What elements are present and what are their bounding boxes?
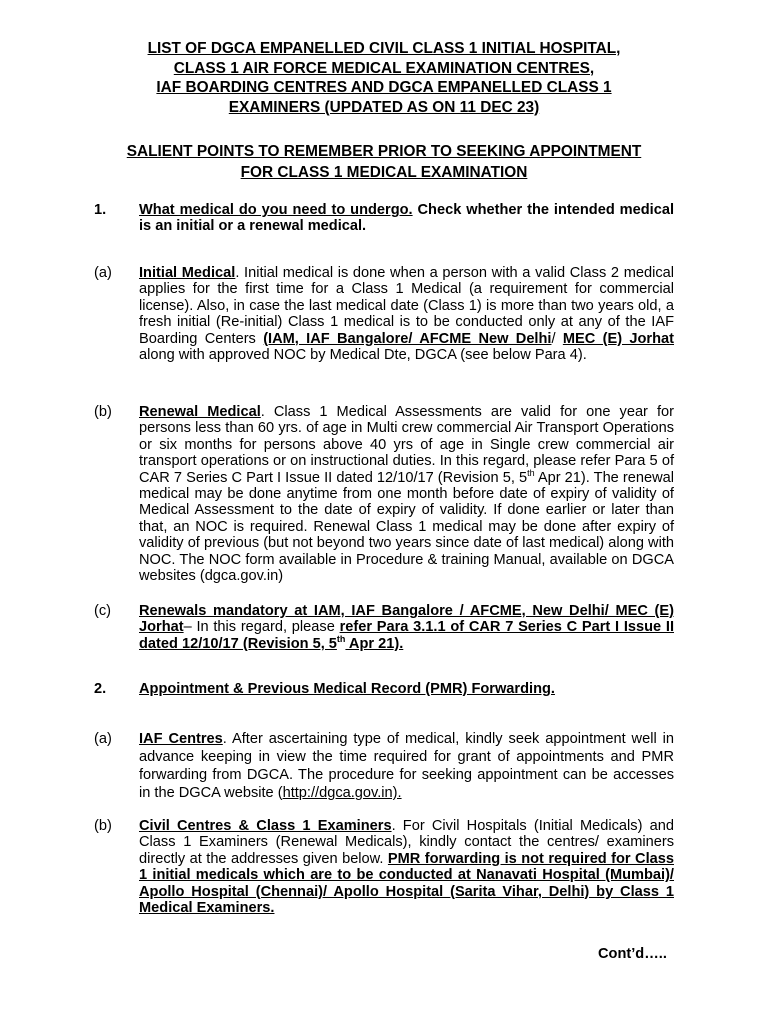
item-text: Apr 21). The renewal medical may be done anytime from one month before date of expiry of validity of Medical Assessment to the date of expiry of validity. If done earlier or later than that, an NOC is required. Renewal Class 1 medical may be done after expiry of validity of previous (but not beyond two years since date of last medical) along with NOC. The NOC form available in Procedure & training Manual, available on DGCA websites (dgca.gov.in) [139, 469, 674, 585]
item-heading: IAF Centres [139, 731, 223, 747]
item-label: (b) [94, 404, 112, 420]
dgca-website-link[interactable]: http://dgca.gov.in). [282, 785, 402, 801]
item-heading: Renewals mandatory at IAM, IAF Bangalore / AFCME, New Delhi/ MEC (E) Jorhat [139, 603, 674, 636]
item-text: along with approved NOC by Medical Dte, DGCA (see below Para 4). [139, 347, 587, 364]
item-emphasis: MEC (E) Jorhat [562, 330, 675, 347]
subtitle-line: FOR CLASS 1 MEDICAL EXAMINATION [240, 164, 528, 181]
item-heading: Initial Medical [139, 265, 236, 281]
item-text: / [551, 330, 563, 347]
item-text: – In this regard, please [183, 619, 340, 636]
title-line: EXAMINERS (UPDATED AS ON 11 DEC 23) [228, 98, 540, 116]
item-label: (c) [94, 603, 112, 619]
title-line: LIST OF DGCA EMPANELLED CIVIL CLASS 1 INITIAL HOSPITAL, [147, 40, 621, 57]
superscript: th [527, 467, 535, 478]
section-heading: Appointment & Previous Medical Record (PMR) Forwarding. [139, 681, 555, 697]
section-number: 1. [94, 202, 107, 218]
item-emphasis: PMR forwarding is not required for Class 1 initial medicals which are to be conducted at Nanavati Hospital (Mumbai)/ Apollo Hospital (Chennai)/ Apollo Hospital (Sarita Vihar, Delhi) by Class 1 Medical Examiners. [139, 850, 674, 917]
section-number: 2. [94, 681, 107, 697]
item-text: . Class 1 Medical Assessments are valid for one year for persons less than 60 yrs. of age in Multi crew commercial Air Transport Operations or six months for persons above 40 yrs of age in Single crew commercial air transport operations or on instructional duties. In this regard, please refer Para 5 of CAR 7 Series C Part I Issue II dated 12/10/17 (Revision 5, 5 [139, 404, 674, 486]
document-title [60, 39, 708, 117]
section-text: Check whether the intended medical is an initial or a renewal medical. [139, 202, 675, 235]
item-text: . For Civil Hospitals (Initial Medicals) and Class 1 Examiners (Renewal Medicals), kindly contact the centres/ examiners directly at the addresses given below. [139, 818, 674, 867]
item-emphasis: (IAM, IAF Bangalore/ AFCME New Delhi [263, 330, 552, 347]
continued-note: Cont’d….. [598, 946, 667, 962]
subtitle-line: SALIENT POINTS TO REMEMBER PRIOR TO SEEKING APPOINTMENT [126, 143, 642, 160]
superscript: th [336, 633, 346, 644]
item-heading: Renewal Medical [139, 404, 261, 420]
item-label: (a) [94, 731, 112, 747]
item-label: (b) [94, 818, 112, 834]
section-heading: What medical do you need to undergo. [139, 202, 413, 218]
document-subtitle [60, 141, 708, 183]
title-line: IAF BOARDING CENTRES AND DGCA EMPANELLED CLASS 1 [156, 79, 612, 96]
item-text: . After ascertaining type of medical, kindly seek appointment well in advance keeping in view the time required for grant of appointments and PMR forwarding from DGCA. The procedure for seeking appointment can be accesses in the DGCA website ( [139, 731, 674, 801]
item-label: (a) [94, 265, 112, 281]
item-emphasis: refer Para 3.1.1 of CAR 7 Series C Part I Issue II dated 12/10/17 (Revision 5, 5 [139, 619, 674, 652]
item-text: . Initial medical is done when a person with a valid Class 2 medical applies for the first time for a Class 1 Medical (a requirement for commercial license). Also, in case the last medical date (Class 1) is more than two years old, a fresh initial (Re-initial) Class 1 medical is to be conducted only at any of the IAF Boarding Centers [139, 265, 674, 347]
title-line: CLASS 1 AIR FORCE MEDICAL EXAMINATION CENTRES, [173, 59, 595, 77]
item-emphasis: Apr 21). [345, 635, 404, 652]
item-heading: Civil Centres & Class 1 Examiners [139, 818, 392, 834]
